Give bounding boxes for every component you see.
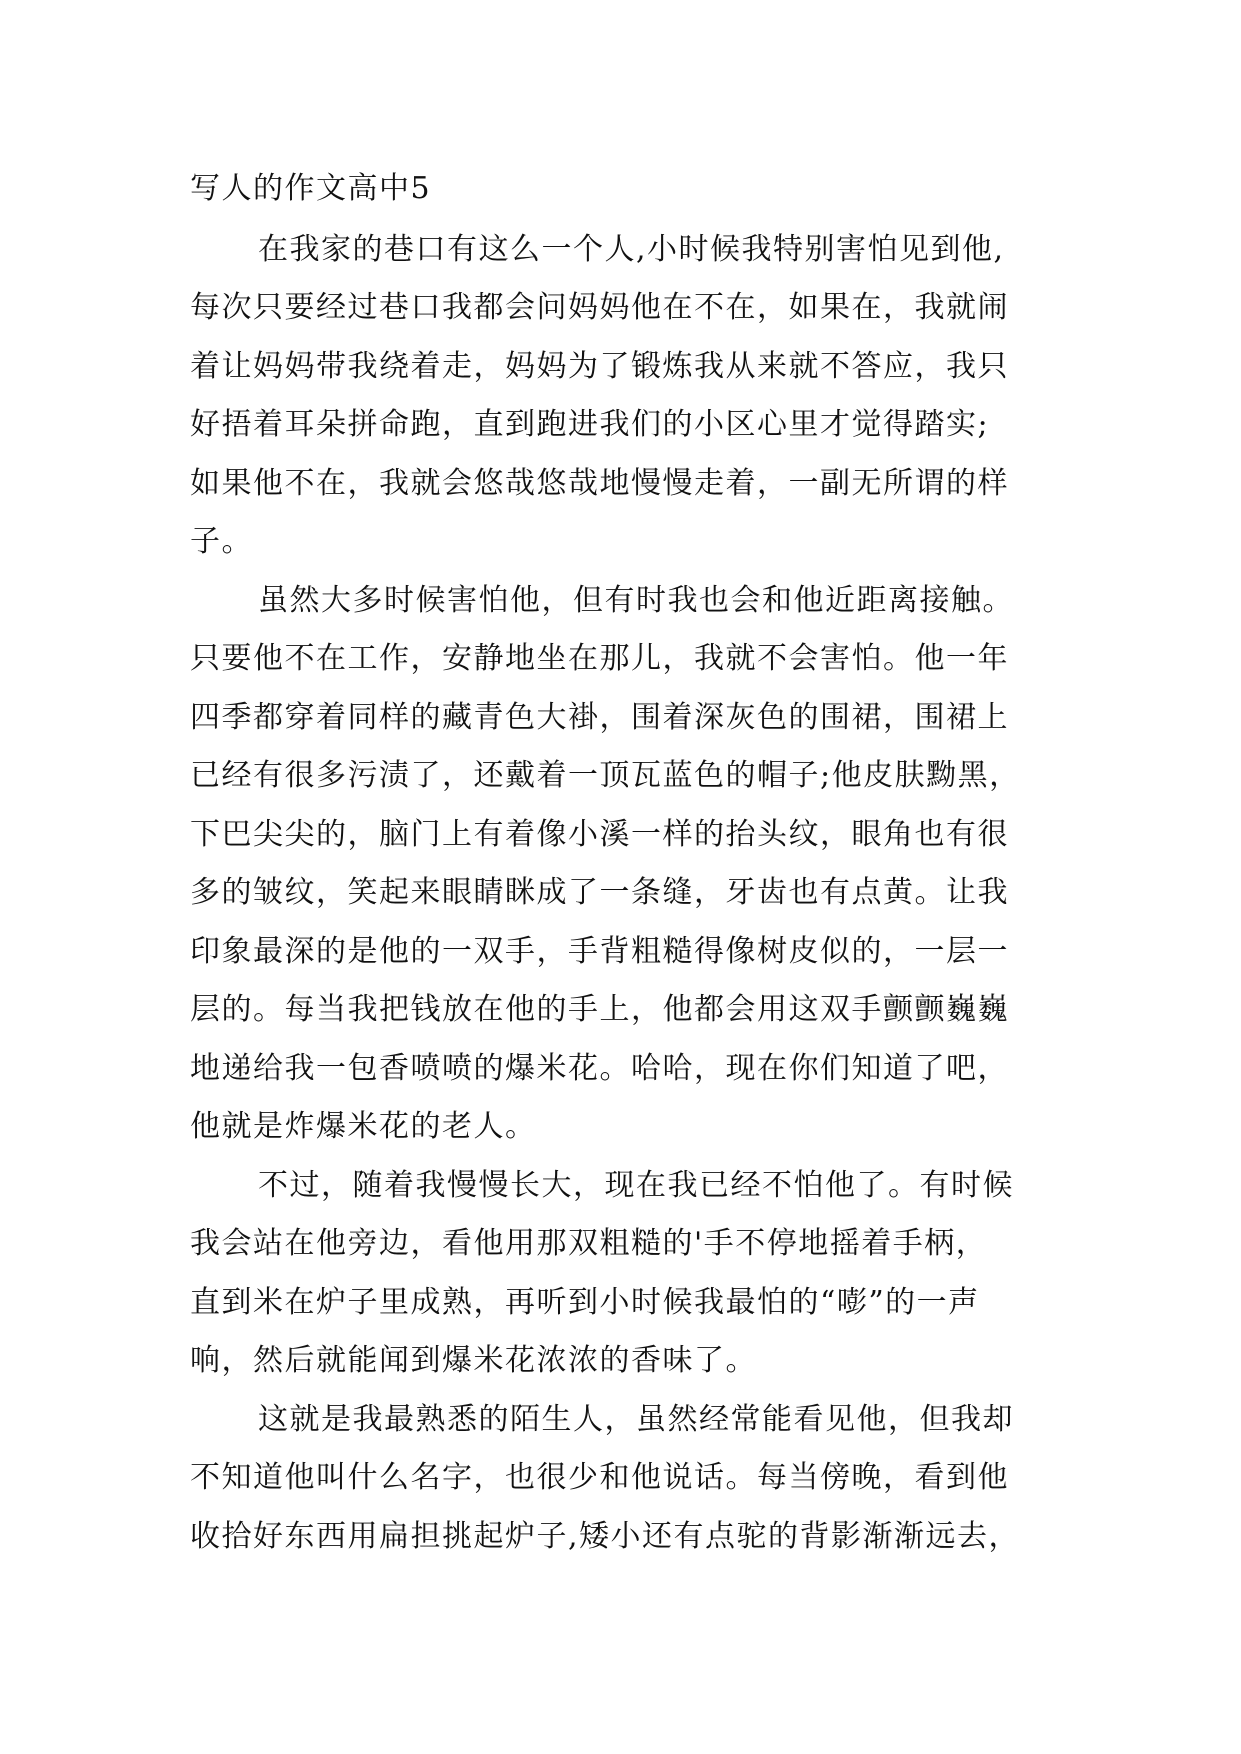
paragraph-line: 虽然大多时候害怕他，但有时我也会和他近距离接触。 <box>258 582 1014 618</box>
paragraph-line: 我会站在他旁边，看他用那双粗糙的'手不停地摇着手柄， <box>190 1226 988 1261</box>
paragraph-line: 多的皱纹，笑起来眼睛眯成了一条缝，牙齿也有点黄。让我 <box>190 875 1009 910</box>
paragraph-line: 他就是炸爆米花的老人。 <box>190 1109 537 1144</box>
paragraph-line: 不知道他叫什么名字，也很少和他说话。每当傍晚，看到他 <box>190 1460 1009 1495</box>
paragraph-line: 层的。每当我把钱放在他的手上，他都会用这双手颤颤巍巍 <box>190 992 1009 1027</box>
paragraph-line: 好捂着耳朵拼命跑，直到跑进我们的小区心里才觉得踏实; <box>190 407 990 442</box>
paragraph-line: 不过，随着我慢慢长大，现在我已经不怕他了。有时候 <box>258 1167 1014 1203</box>
essay-body <box>190 160 1070 1566</box>
paragraph-line: 这就是我最熟悉的陌生人，虽然经常能看见他，但我却 <box>258 1401 1014 1437</box>
paragraph-line: 在我家的巷口有这么一个人,小时候我特别害怕见到他, <box>258 231 1005 267</box>
paragraph-line: 只要他不在工作，安静地坐在那儿，我就不会害怕。他一年 <box>190 641 1009 676</box>
paragraph-line: 下巴尖尖的，脑门上有着像小溪一样的抬头纹，眼角也有很 <box>190 816 1009 852</box>
essay-title: 写人的作文高中5 <box>190 171 432 206</box>
paragraph-line: 子。 <box>190 524 253 559</box>
paragraph-4 <box>190 1391 1070 1567</box>
paragraph-line: 收拾好东西用扁担挑起炉子,矮小还有点驼的背影渐渐远去， <box>190 1518 1021 1554</box>
paragraph-line: 印象最深的是他的一双手，手背粗糙得像树皮似的，一层一 <box>190 933 1009 969</box>
paragraph-line: 如果他不在，我就会悠哉悠哉地慢慢走着，一副无所谓的样 <box>190 465 1009 501</box>
paragraph-line: 直到米在炉子里成熟，再听到小时候我最怕的“嘭”的一声 <box>190 1284 980 1320</box>
paragraph-1 <box>190 221 1070 572</box>
paragraph-line: 着让妈妈带我绕着走，妈妈为了锻炼我从来就不答应，我只 <box>190 348 1009 384</box>
paragraph-2 <box>190 572 1070 1157</box>
paragraph-line: 响，然后就能闻到爆米花浓浓的香味了。 <box>190 1343 757 1378</box>
paragraph-line: 已经有很多污渍了，还戴着一顶瓦蓝色的帽子;他皮肤黝黑， <box>190 758 1021 793</box>
paragraph-line: 地递给我一包香喷喷的爆米花。哈哈，现在你们知道了吧， <box>190 1050 1009 1086</box>
paragraph-3 <box>190 1157 1070 1391</box>
paragraph-line: 四季都穿着同样的藏青色大褂，围着深灰色的围裙，围裙上 <box>190 699 1009 735</box>
paragraph-line: 每次只要经过巷口我都会问妈妈他在不在，如果在，我就闹 <box>190 290 1009 325</box>
